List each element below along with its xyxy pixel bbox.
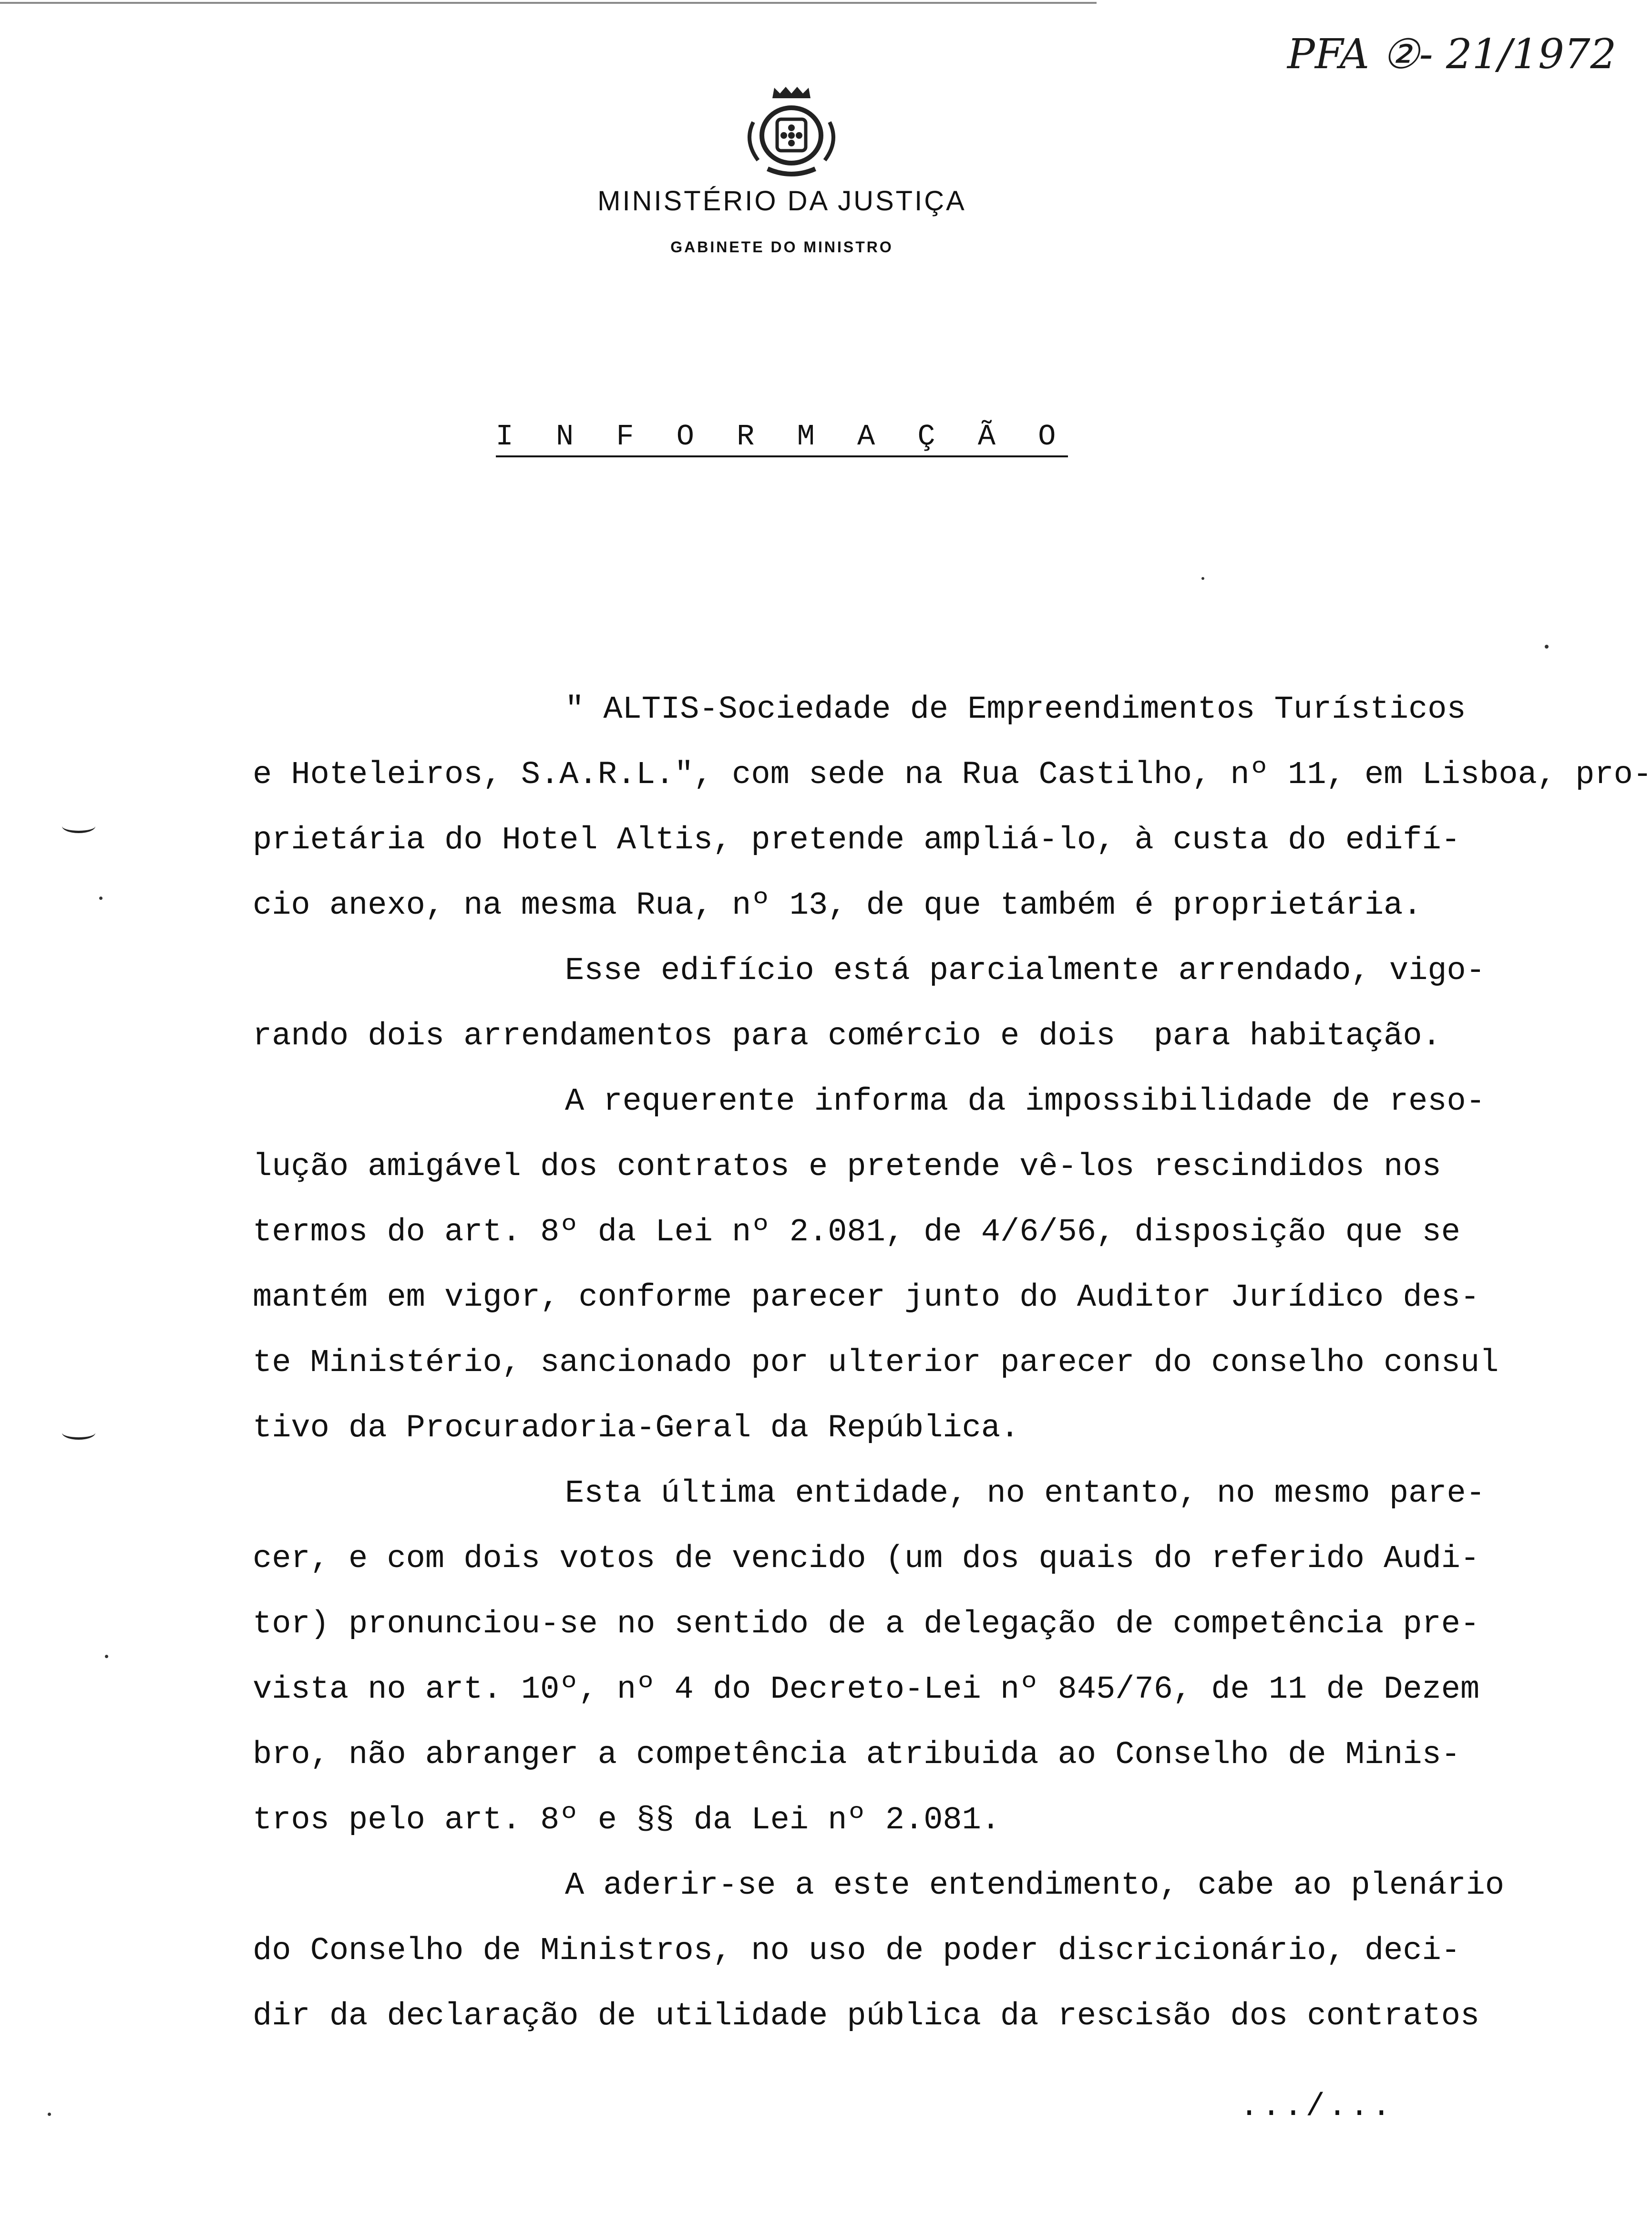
body-line: A requerente informa da impossibilidade de reso- [565,1083,1485,1120]
continuation-mark: .../... [1240,2089,1394,2125]
body-line: cio anexo, na mesma Rua, nº 13, de que também é proprietária. [253,887,1422,924]
scan-speck [1201,577,1204,580]
scan-speck [1545,645,1549,649]
body-line: termos do art. 8º da Lei nº 2.081, de 4/6/56, disposição que se [253,1214,1461,1250]
document-heading [0,420,1564,454]
body-line: do Conselho de Ministros, no uso de poder discricionário, deci- [253,1933,1461,1969]
body-line: e Hoteleiros, S.A.R.L.", com sede na Rua Castilho, nº 11, em Lisboa, pro- [253,757,1652,793]
heading-text: I N F O R M A Ç Ã O [496,420,1068,457]
top-rule [0,2,1097,4]
body-line: tros pelo art. 8º e §§ da Lei nº 2.081. [253,1802,1001,1838]
document-body [253,677,1652,2049]
punch-mark [62,1426,95,1440]
body-line: Esse edifício está parcialmente arrendado, vigo- [565,953,1485,989]
punch-mark [62,819,95,833]
handwritten-reference-note: PFA ②- 21/1972 [1287,31,1617,78]
body-line: tivo da Procuradoria-Geral da República. [253,1410,1020,1446]
scan-speck [99,897,103,900]
body-line: Esta última entidade, no entanto, no mesmo pare- [565,1475,1485,1512]
body-line: vista no art. 10º, nº 4 do Decreto-Lei nº 845/76, de 11 de Dezem [253,1671,1480,1708]
body-line: lução amigável dos contratos e pretende vê-los rescindidos nos [253,1149,1441,1185]
scan-speck [48,2113,51,2116]
cabinet-name: GABINETE DO MINISTRO [670,238,893,256]
body-line: bro, não abranger a competência atribuida ao Conselho de Minis- [253,1737,1461,1773]
body-line: tor) pronunciou-se no sentido de a delegação de competência pre- [253,1606,1480,1642]
body-line: rando dois arrendamentos para comércio e dois para habitação. [253,1018,1441,1054]
body-line: mantém em vigor, conforme parecer junto do Auditor Jurídico des- [253,1279,1480,1316]
body-line: " ALTIS-Sociedade de Empreendimentos Turísticos [565,691,1466,728]
body-line: cer, e com dois votos de vencido (um dos quais do referido Audi- [253,1541,1480,1577]
scan-speck [105,1655,108,1658]
ministry-name: MINISTÉRIO DA JUSTIÇA [597,186,966,217]
body-line: prietária do Hotel Altis, pretende ampliá-lo, à custa do edifí- [253,822,1461,858]
coat-of-arms-emblem-icon [734,84,849,184]
body-line: dir da declaração de utilidade pública da rescisão dos contratos [253,1998,1480,2034]
body-line: A aderir-se a este entendimento, cabe ao plenário [565,1867,1505,1904]
body-line: te Ministério, sancionado por ulterior parecer do conselho consul [253,1345,1499,1381]
